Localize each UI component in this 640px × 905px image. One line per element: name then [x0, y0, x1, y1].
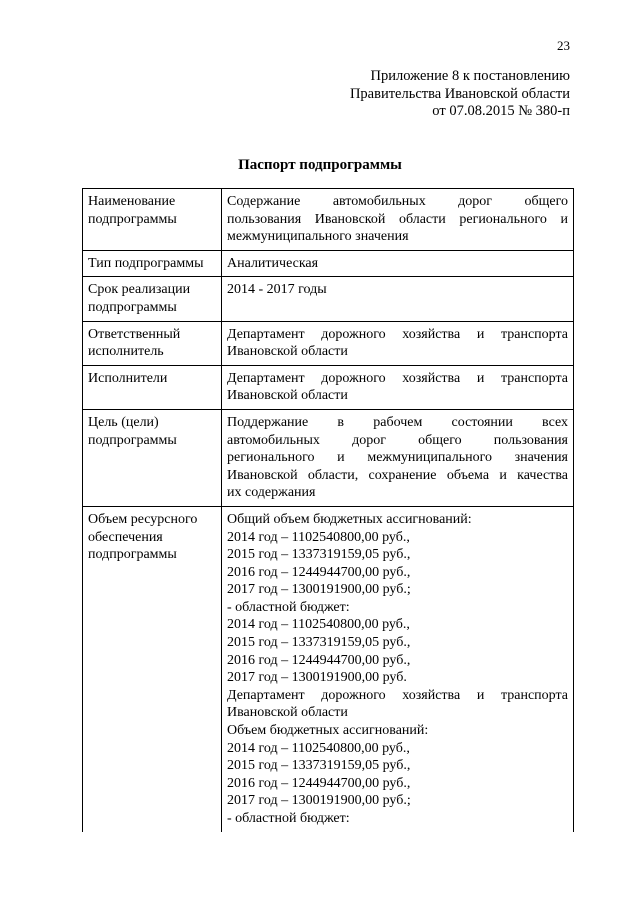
row-value-line: 2015 год – 1337319159,05 руб.,: [227, 635, 411, 651]
row-value-line: 2017 год – 1300191900,00 руб.;: [227, 793, 411, 809]
row-label-line: Цель (цели): [88, 414, 159, 430]
row-label-line: Наименование: [88, 194, 176, 209]
row-value-cell: [222, 321, 574, 365]
row-value-line: Общий объем бюджетных ассигнований:: [227, 511, 472, 527]
row-value-cell: [222, 189, 574, 251]
row-value-line: 2014 год – 1102540800,00 руб.,: [227, 529, 410, 545]
table-row: [83, 277, 574, 321]
row-value-cell: [222, 250, 574, 277]
passport-table-body: [83, 189, 574, 832]
row-value-line: 2016 год – 1244944700,00 руб.,: [227, 775, 411, 791]
row-value-line: Ивановской области, сохранение объема и качества: [227, 467, 568, 483]
table-row: [83, 506, 574, 831]
row-value-line: Поддержание в рабочем состоянии всех: [227, 414, 568, 430]
passport-table: [82, 188, 574, 832]
row-value-line: 2016 год – 1244944700,00 руб.,: [227, 564, 411, 580]
row-value-line: Ивановской области: [227, 705, 348, 721]
appendix-header: [350, 68, 570, 121]
row-label-cell: [83, 277, 222, 321]
row-value-line: Ивановской области: [227, 344, 348, 360]
appendix-header-line: Приложение 8 к постановлению: [370, 68, 570, 84]
appendix-header-line: от 07.08.2015 № 380-п: [432, 103, 570, 119]
row-value-line: их содержания: [227, 485, 316, 501]
row-value-line: - областной бюджет:: [227, 811, 350, 826]
row-label-line: Исполнители: [88, 370, 168, 386]
row-label-line: Объем ресурсного: [88, 511, 198, 527]
row-value-line: - областной бюджет:: [227, 599, 350, 615]
row-label-line: подпрограммы: [88, 211, 177, 227]
row-label-line: обеспечения: [88, 529, 163, 545]
table-row: [83, 365, 574, 409]
row-value-line: 2017 год – 1300191900,00 руб.;: [227, 582, 411, 598]
row-label-cell: [83, 189, 222, 251]
row-value-line: Объем бюджетных ассигнований:: [227, 723, 429, 739]
row-label-line: исполнитель: [88, 344, 164, 360]
row-label-line: Тип подпрограммы: [88, 255, 204, 271]
row-label-cell: [83, 365, 222, 409]
row-value-line: пользования Ивановской области регионального и: [227, 211, 568, 227]
row-label-cell: [83, 409, 222, 506]
row-value-line: 2014 год – 1102540800,00 руб.,: [227, 740, 410, 756]
row-label-line: Срок реализации: [88, 282, 191, 298]
row-value-line: 2014 - 2017 годы: [227, 282, 327, 298]
row-label-line: подпрограммы: [88, 432, 177, 448]
row-value-cell: [222, 365, 574, 409]
row-label-line: подпрограммы: [88, 299, 177, 315]
row-value-line: Департамент дорожного хозяйства и транспорта: [227, 687, 568, 703]
row-value-cell: [222, 506, 574, 831]
row-value-line: Департамент дорожного хозяйства и транспорта: [227, 370, 568, 386]
table-row: [83, 321, 574, 365]
row-label-line: Ответственный: [88, 326, 181, 342]
row-label-cell: [83, 250, 222, 277]
row-label-cell: [83, 321, 222, 365]
row-value-line: Ивановской области: [227, 388, 348, 404]
row-value-cell: [222, 409, 574, 506]
row-value-cell: [222, 277, 574, 321]
table-row: [83, 189, 574, 251]
appendix-header-line: Правительства Ивановской области: [349, 85, 570, 102]
row-value-line: регионального и межмуниципального значения: [227, 450, 568, 466]
table-row: [83, 250, 574, 277]
row-value-line: 2016 год – 1244944700,00 руб.,: [227, 652, 411, 668]
row-label-cell: [83, 506, 222, 831]
row-value-line: Аналитическая: [227, 255, 319, 271]
row-value-line: 2015 год – 1337319159,05 руб.,: [227, 758, 411, 774]
row-value-line: автомобильных дорог общего пользования: [227, 432, 568, 448]
row-value-line: Содержание автомобильных дорог общего: [227, 194, 568, 209]
page-number: 23: [557, 38, 570, 53]
table-row: [83, 409, 574, 506]
row-value-line: 2015 год – 1337319159,05 руб.,: [227, 547, 411, 563]
row-value-line: межмуниципального значения: [227, 229, 409, 245]
row-label-line: подпрограммы: [88, 547, 177, 563]
row-value-line: Департамент дорожного хозяйства и транспорта: [227, 326, 568, 342]
row-value-line: 2017 год – 1300191900,00 руб.: [227, 670, 407, 686]
row-value-line: 2014 год – 1102540800,00 руб.,: [227, 617, 410, 633]
document-title: Паспорт подпрограммы: [238, 157, 402, 173]
